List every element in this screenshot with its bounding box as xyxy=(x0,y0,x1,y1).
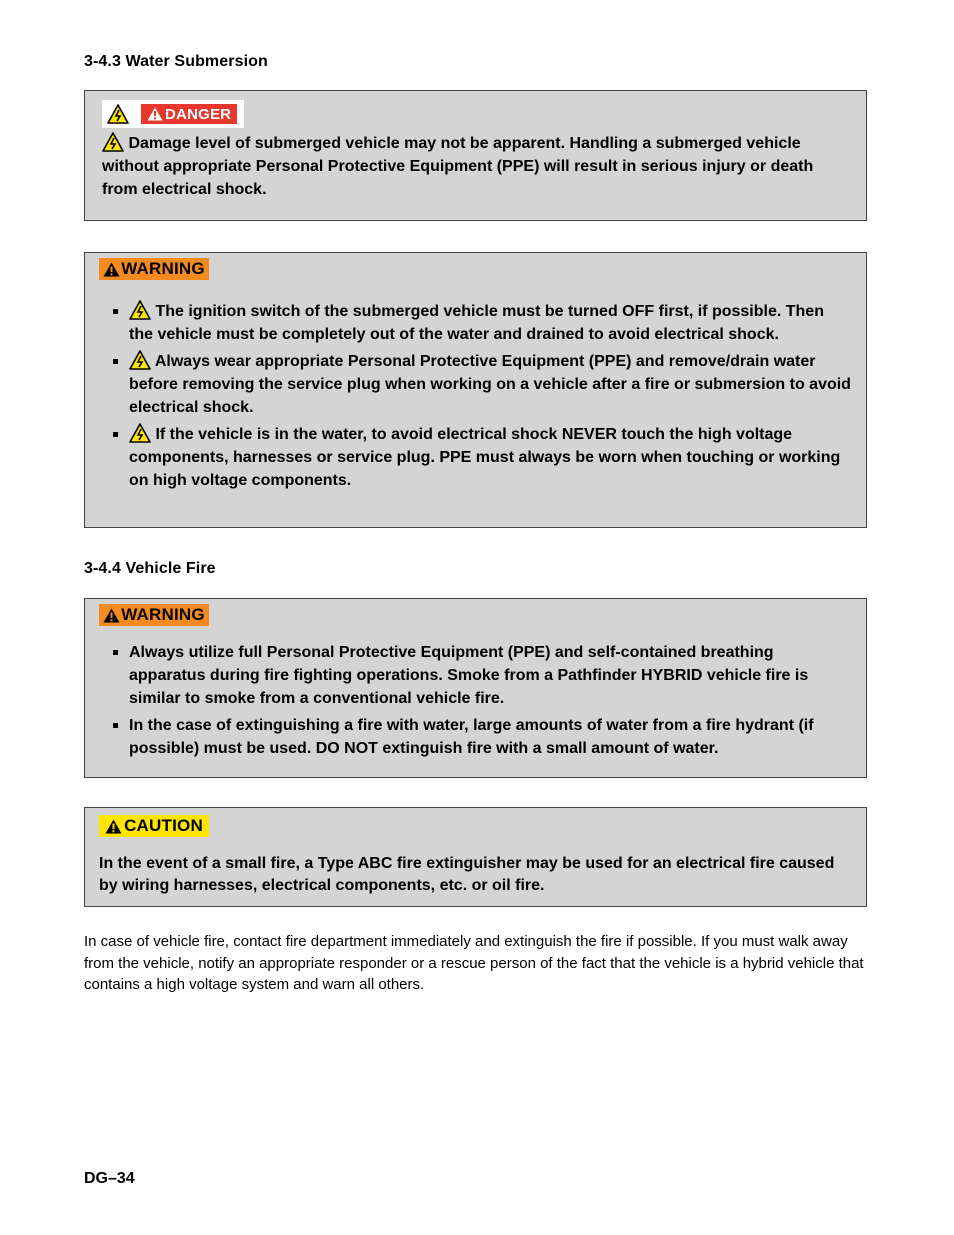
warning-badge xyxy=(99,604,209,626)
warning-box-fire xyxy=(84,598,867,778)
exclamation-icon xyxy=(105,819,122,834)
list-item xyxy=(99,300,852,346)
warning-badge xyxy=(99,258,209,280)
body-paragraph: In case of vehicle fire, contact fire department immediately and extinguish the fire if possible. If you must walk away from the vehicle, notify an appropriate responder or a rescue person of the fact that the vehicle is a hybrid vehicle that contains a high voltage system and warn all others. xyxy=(84,933,864,993)
list-item-text: Always wear appropriate Personal Protective Equipment (PPE) and remove/drain water before removing the service plug when working on a vehicle after a fire or submersion to avoid electrical shock. xyxy=(129,353,851,416)
high-voltage-icon xyxy=(107,104,129,125)
high-voltage-icon xyxy=(129,303,151,320)
list-item-text: If the vehicle is in the water, to avoid electrical shock NEVER touch the high voltage components, harnesses or service plug. PPE must always be worn when touching or working on high voltage components. xyxy=(129,426,841,489)
warning-box-submersion xyxy=(84,252,867,528)
page-number: DG–34 xyxy=(84,1170,135,1187)
danger-label: DANGER xyxy=(165,105,232,123)
exclamation-icon xyxy=(103,608,120,623)
list-item-text: In the case of extinguishing a fire with water, large amounts of water from a fire hydrant (if possible) must be used. DO NOT extinguish fire with a small amount of water. xyxy=(129,717,814,757)
warning-list xyxy=(99,641,852,760)
list-item xyxy=(99,423,852,492)
caution-text: In the event of a small fire, a Type ABC fire extinguisher may be used for an electrical fire caused by wiring harnesses, electrical components, etc. or oil fire. xyxy=(99,855,835,894)
danger-text-container xyxy=(102,132,849,201)
warning-label: WARNING xyxy=(121,605,205,624)
list-item-text: The ignition switch of the submerged vehicle must be turned OFF first, if possible. Then the vehicle must be completely out of the water and drained to avoid electrical shock. xyxy=(129,303,824,343)
list-item xyxy=(99,714,852,760)
warning-list xyxy=(99,300,852,492)
danger-header xyxy=(102,100,244,128)
list-item-text: Always utilize full Personal Protective Equipment (PPE) and self-contained breathing apparatus during fire fighting operations. Smoke from a Pathfinder HYBRID vehicle fire is similar to smoke from a conventional vehicle fire. xyxy=(129,644,809,707)
high-voltage-icon xyxy=(102,135,124,152)
high-voltage-icon xyxy=(129,353,151,370)
danger-text: Damage level of submerged vehicle may not be apparent. Handling a submerged vehicle without appropriate Personal Protective Equipment (PPE) will result in serious injury or death from electrical shock. xyxy=(102,135,814,198)
section-title-water-submersion: 3-4.3 Water Submersion xyxy=(84,53,268,70)
high-voltage-icon xyxy=(129,426,151,443)
list-item xyxy=(99,350,852,419)
exclamation-icon xyxy=(147,107,163,121)
caution-label: CAUTION xyxy=(124,816,203,835)
caution-box xyxy=(84,807,867,907)
danger-box xyxy=(84,90,867,221)
section-title-vehicle-fire: 3-4.4 Vehicle Fire xyxy=(84,560,216,577)
warning-label: WARNING xyxy=(121,259,205,278)
caution-badge xyxy=(99,815,209,837)
danger-badge xyxy=(141,104,237,124)
exclamation-icon xyxy=(103,262,120,277)
list-item xyxy=(99,641,852,710)
